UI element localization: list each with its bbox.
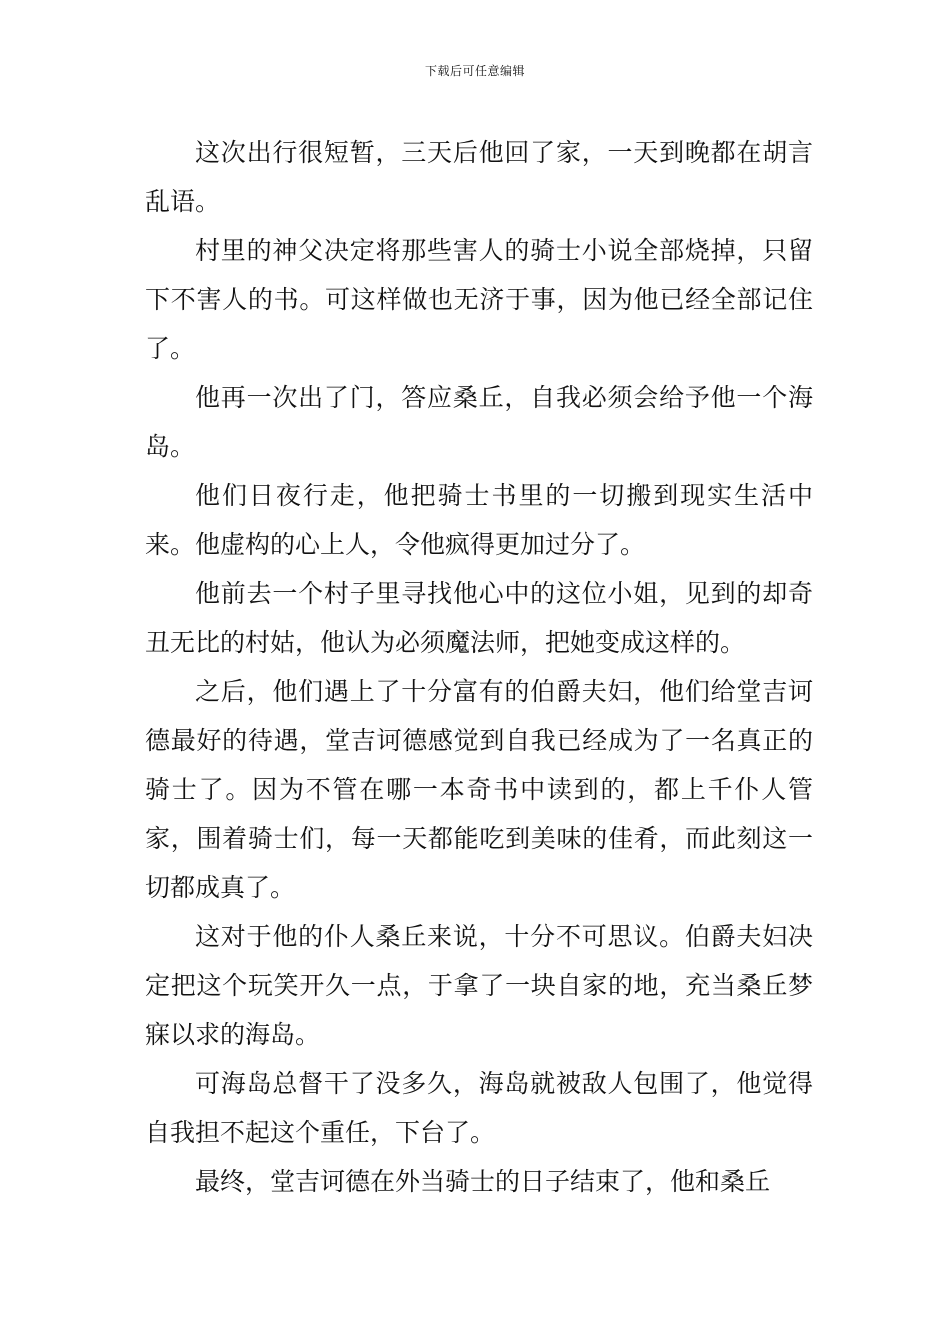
paragraph: 之后，他们遇上了十分富有的伯爵夫妇，他们给堂吉诃德最好的待遇，堂吉诃德感觉到自我已经成为了一名真正的骑士了。因为不管在哪一本奇书中读到的，都上千仆人管家，围着骑士们，每一天都能吃到美味的佳肴，而此刻这一切都成真了。 [145, 677, 813, 902]
paragraph: 他们日夜行走，他把骑士书里的一切搬到现实生活中来。他虚构的心上人，令他疯得更加过分了。 [145, 481, 813, 559]
paragraph: 最终，堂吉诃德在外当骑士的日子结束了，他和桑丘 [195, 1167, 771, 1196]
page-header: 下载后可任意编辑 [424, 64, 525, 78]
paragraph: 村里的神父决定将那些害人的骑士小说全部烧掉，只留下不害人的书。可这样做也无济于事，因为他已经全部记住了。 [145, 236, 813, 363]
paragraph: 这对于他的仆人桑丘来说，十分不可思议。伯爵夫妇决定把这个玩笑开久一点，于拿了一块自家的地，充当桑丘梦寐以求的海岛。 [145, 922, 813, 1049]
paragraph: 这次出行很短暂，三天后他回了家，一天到晚都在胡言乱语。 [145, 138, 813, 216]
body-text [145, 128, 813, 1206]
paragraph: 他前去一个村子里寻找他心中的这位小姐，见到的却奇丑无比的村姑，他认为必须魔法师，把她变成这样的。 [145, 579, 813, 657]
paragraph: 他再一次出了门，答应桑丘，自我必须会给予他一个海岛。 [145, 383, 813, 461]
paragraph: 可海岛总督干了没多久，海岛就被敌人包围了，他觉得自我担不起这个重任，下台了。 [145, 1069, 813, 1147]
